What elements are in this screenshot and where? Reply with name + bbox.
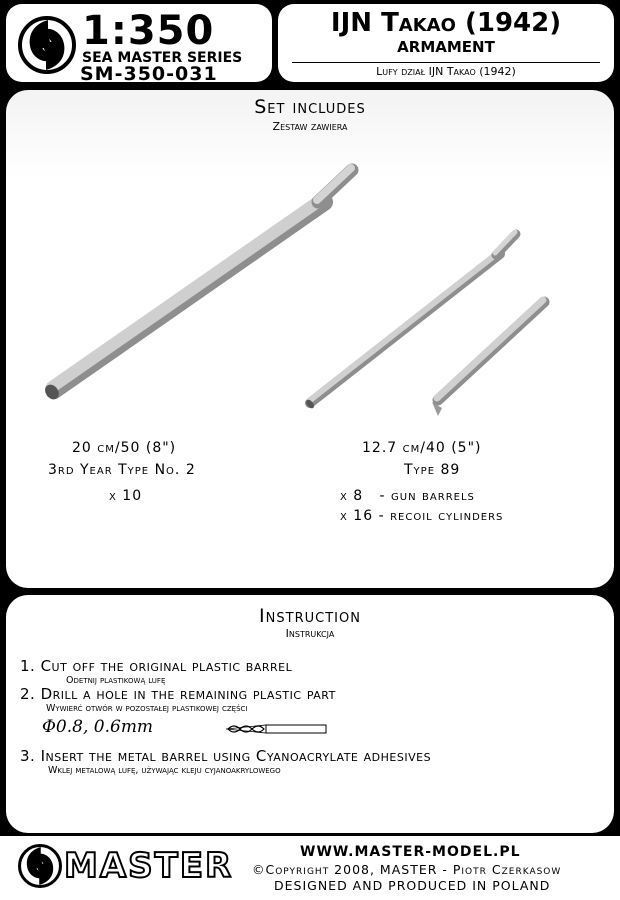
instruction-panel bbox=[6, 595, 614, 833]
footer-logo-icon bbox=[18, 842, 62, 890]
product-title: IJN Takao (1942) bbox=[330, 8, 562, 38]
header-right-panel bbox=[278, 4, 614, 82]
set-title: Set includes bbox=[254, 96, 366, 118]
footer-brand: MASTER bbox=[64, 846, 234, 886]
item2-type: Type 89 bbox=[404, 462, 461, 478]
footer-designed: DESIGNED AND PRODUCED IN POLAND bbox=[274, 878, 551, 893]
series-label: SEA MASTER SERIES bbox=[82, 50, 243, 66]
drill-size: Φ0.8, 0.6mm bbox=[42, 717, 154, 737]
set-includes-panel bbox=[6, 90, 614, 588]
instruction-subtitle: Instrukcja bbox=[285, 627, 335, 640]
step-3-text: 3. Insert the metal barrel using Cyanoacrylate adhesives bbox=[20, 747, 432, 765]
item1-type: 3rd Year Type No. 2 bbox=[48, 462, 196, 478]
step-3-pl: Wklej metalową lufę, używając kleju cyjanoakrylowego bbox=[48, 765, 281, 776]
product-code: SM-350-031 bbox=[80, 63, 218, 85]
header-left-panel bbox=[6, 4, 272, 85]
recoil-cylinder-icon bbox=[432, 300, 544, 416]
footer-copyright: ©Copyright 2008, MASTER - Piotr Czerkasow bbox=[252, 862, 562, 877]
step-2-text: 2. Drill a hole in the remaining plastic part bbox=[20, 685, 336, 703]
drill-bit-icon bbox=[226, 722, 328, 736]
product-subtitle: ARMAMENT bbox=[397, 38, 495, 56]
item2-qty-recoil: x 16 - recoil cylinders bbox=[340, 508, 504, 524]
step-1-text: 1. Cut off the original plastic barrel bbox=[20, 657, 293, 675]
item2-caliber: 12.7 cm/40 (5") bbox=[362, 440, 482, 456]
step-1-pl: Odetnij plastikową lufę bbox=[66, 675, 166, 686]
barrel-127cm-icon bbox=[304, 232, 516, 410]
master-logo-icon bbox=[18, 14, 76, 76]
step-2-pl: Wywierć otwór w pozostałej plastikowej części bbox=[46, 703, 248, 714]
barrel-20cm-icon bbox=[42, 168, 352, 402]
footer bbox=[0, 836, 620, 900]
header-divider bbox=[292, 62, 600, 63]
polish-title: Lufy dział IJN Takao (1942) bbox=[376, 65, 516, 78]
footer-website[interactable]: WWW.MASTER-MODEL.PL bbox=[300, 844, 521, 860]
item1-caliber: 20 cm/50 (8") bbox=[72, 440, 177, 456]
instruction-title: Instruction bbox=[259, 605, 361, 627]
barrels-illustration bbox=[6, 90, 614, 430]
scale-label: 1:350 bbox=[82, 8, 215, 54]
item1-qty: x 10 bbox=[109, 488, 143, 504]
item2-qty-barrels: x 8 - gun barrels bbox=[340, 488, 475, 504]
set-subtitle: Zestaw zawiera bbox=[272, 120, 348, 133]
